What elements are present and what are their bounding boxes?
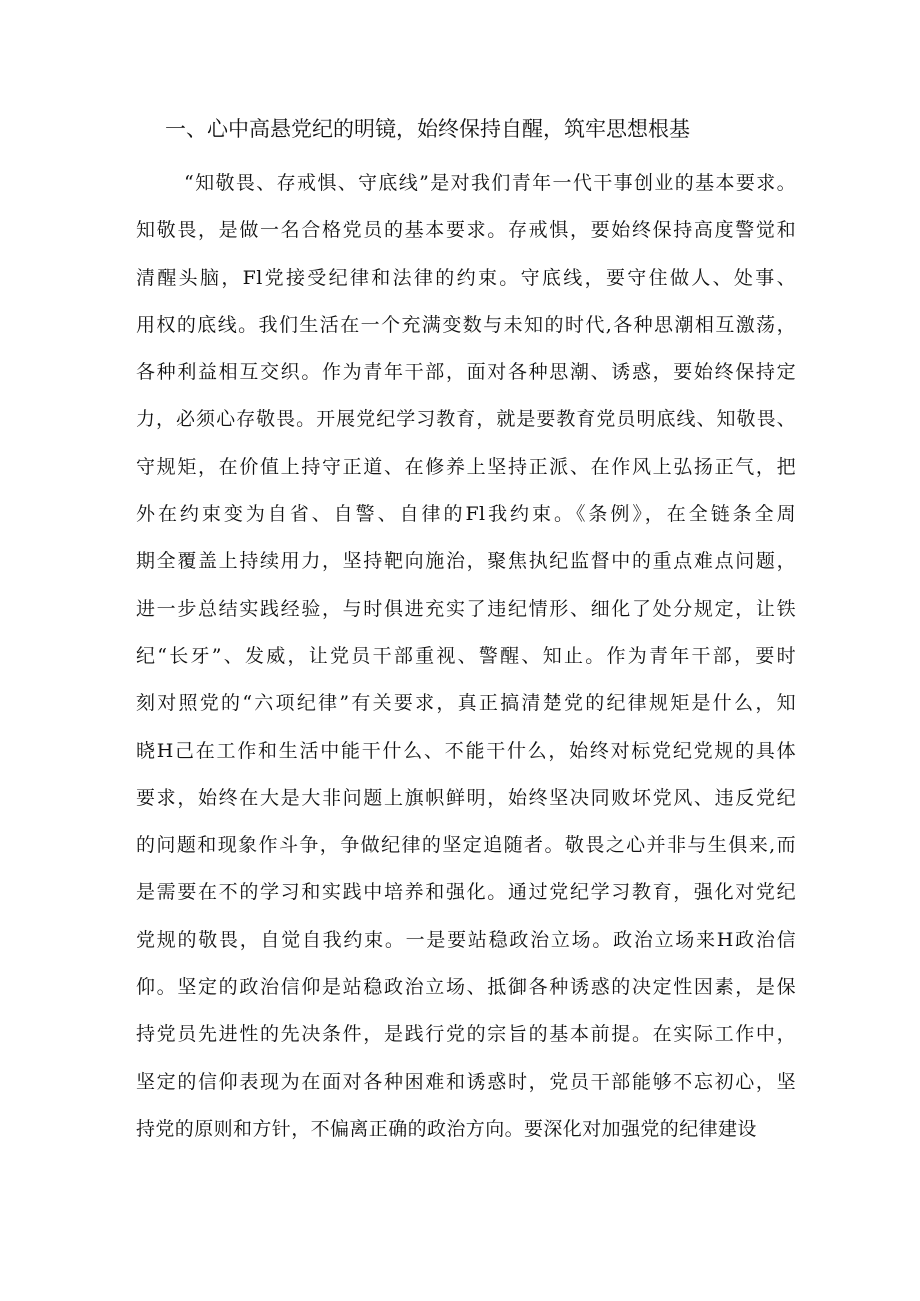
text-line: 知敬畏，是做一名合格党员的基本要求。存戒惧，要始终保持高度警觉和 xyxy=(136,219,796,242)
body-paragraph xyxy=(136,160,796,1153)
text-line: 刻对照党的“六项纪律”有关要求，真正搞清楚党的纪律规矩是什么，知 xyxy=(136,692,796,715)
section-heading: 一、心中高悬党纪的明镜，始终保持自醒，筑牢思想根基 xyxy=(165,117,690,141)
text-line: 进一步总结实践经验，与时俱进充实了违纪情形、细化了处分规定，让铁 xyxy=(136,597,796,620)
text-line: 的问题和现象作斗争，争做纪律的坚定追随者。敬畏之心并非与生俱来,而 xyxy=(136,834,796,857)
text-line: 晓H己在工作和生活中能干什么、不能干什么，始终对标党纪党规的具体 xyxy=(136,739,796,762)
text-line: 党规的敬畏，自觉自我约束。一是要站稳政治立场。政治立场来H政治信 xyxy=(136,928,796,951)
text-line: 持党的原则和方针，不偏离正确的政治方向。要深化对加强党的纪律建设 xyxy=(136,1117,757,1140)
text-line: 各种利益相互交织。作为青年干部，面对各种思潮、诱惑，要始终保持定 xyxy=(136,361,796,384)
text-line: “知敬畏、存戒惧、守底线”是对我们青年一代干事创业的基本要求。 xyxy=(184,172,796,194)
text-line: 用权的底线。我们生活在一个充满变数与未知的时代,各种思潮相互激荡， xyxy=(136,313,796,336)
text-line: 仰。坚定的政治信仰是站稳政治立场、抵御各种诱惑的决定性因素，是保 xyxy=(136,976,796,999)
text-line: 力，必须心存敬畏。开展党纪学习教育，就是要教育党员明底线、知敬畏、 xyxy=(136,408,796,431)
text-line: 期全覆盖上持续用力，坚持靶向施治，聚焦执纪监督中的重点难点问题， xyxy=(136,550,796,573)
text-line: 要求，始终在大是大非问题上旗帜鲜明，始终坚决同败坏党风、违反党纪 xyxy=(136,786,796,809)
text-line: 持党员先进性的先决条件，是践行党的宗旨的基本前提。在实际工作中， xyxy=(136,1023,796,1046)
text-line: 外在约束变为自省、自警、自律的Fl我约束。《条例》，在全链条全周 xyxy=(136,503,796,526)
text-line: 纪“长牙”、发威，让党员干部重视、警醒、知止。作为青年干部，要时 xyxy=(136,644,796,667)
text-line: 坚定的信仰表现为在面对各种困难和诱惑时，党员干部能够不忘初心，坚 xyxy=(136,1070,796,1093)
text-line: 守规矩，在价值上持守正道、在修养上坚持正派、在作风上弘扬正气，把 xyxy=(136,455,796,478)
text-line: 清醒头脑，Fl党接受纪律和法律的约束。守底线，要守住做人、处事、 xyxy=(136,266,796,289)
text-line: 是需要在不的学习和实践中培养和强化。通过党纪学习教育，强化对党纪 xyxy=(136,881,796,904)
